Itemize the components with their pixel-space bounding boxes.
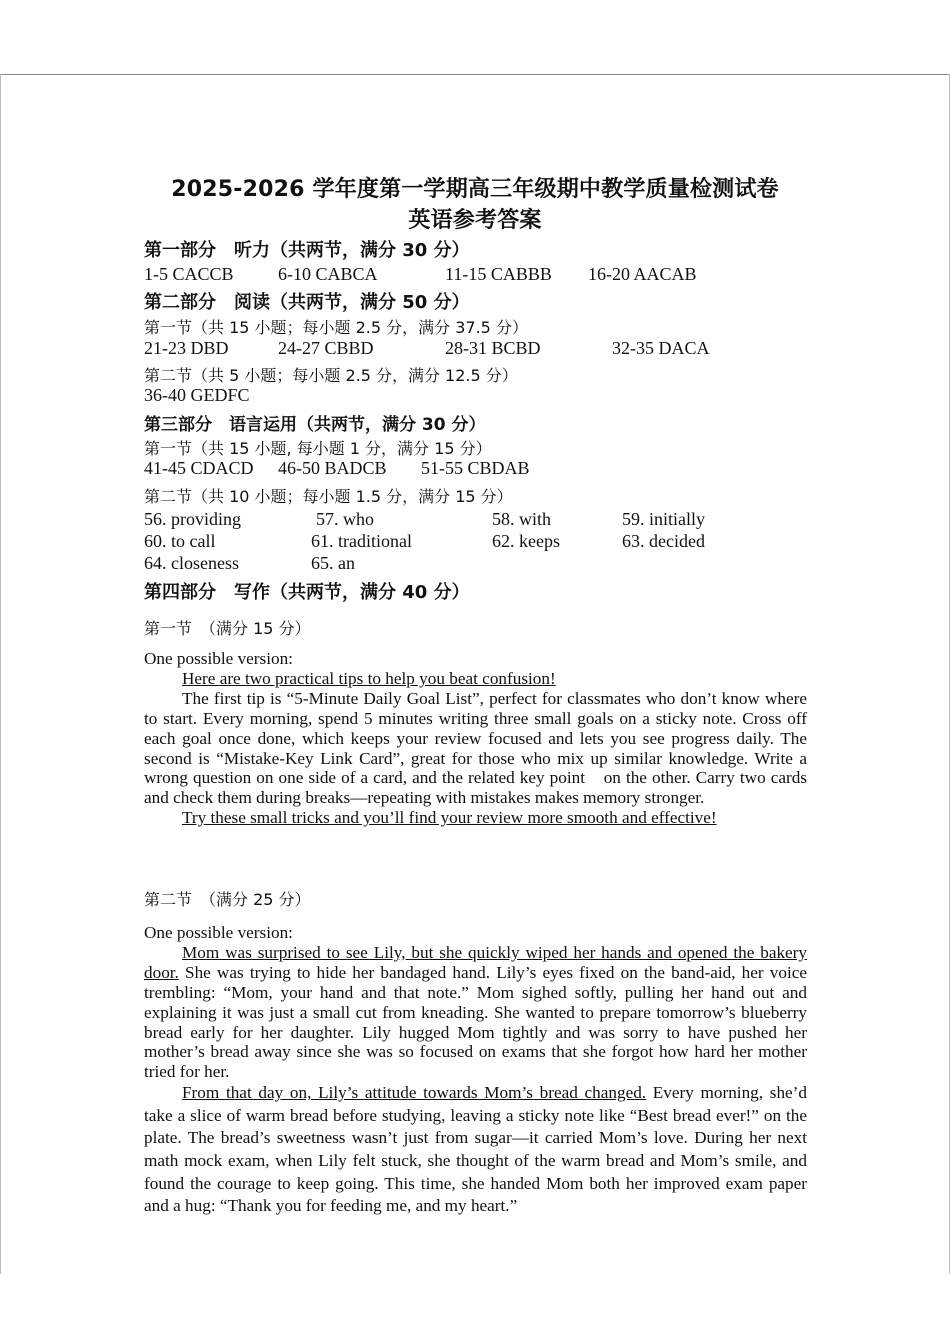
answer-item: 60. to call xyxy=(144,531,216,551)
part2-section2-heading: 第二节（共 5 小题；每小题 2.5 分，满分 12.5 分） xyxy=(144,366,518,385)
answer-item: 64. closeness xyxy=(144,553,239,573)
answer-item: 58. with xyxy=(492,509,552,529)
given-opening-sentence: From that day on, Lily’s attitude towards Mom’s bread changed. xyxy=(182,1083,647,1103)
answer-group: 21-23 DBD xyxy=(144,338,229,358)
essay-intro: One possible version: xyxy=(144,923,293,942)
given-opening-sentence: Mom was surprised to see Lily, but she quickly wiped her hands and opened the bakery door. xyxy=(144,942,807,982)
answer-group: 6-10 CABCA xyxy=(278,264,378,284)
answer-group: 1-5 CACCB xyxy=(144,264,234,284)
page-left-border xyxy=(0,74,1,1274)
answer-group: 11-15 CABBB xyxy=(445,264,552,284)
answer-group: 32-35 DACA xyxy=(612,338,710,358)
part3-section2-heading: 第二节（共 10 小题；每小题 1.5 分，满分 15 分） xyxy=(144,487,513,506)
answer-group: 28-31 BCBD xyxy=(445,338,541,358)
document-subtitle: 英语参考答案 xyxy=(408,208,542,233)
essay-closing: Try these small tricks and you’ll find your review more smooth and effective! xyxy=(182,808,717,828)
answer-item: 61. traditional xyxy=(311,531,412,551)
answer-item: 65. an xyxy=(311,553,355,573)
essay-paragraph-1 xyxy=(144,943,807,1082)
answer-item: 57. who xyxy=(316,509,374,529)
essay-paragraph-2 xyxy=(144,1082,807,1218)
answer-group: 41-45 CDACD xyxy=(144,458,254,478)
answer-item: 59. initially xyxy=(622,509,705,529)
answer-group: 51-55 CBDAB xyxy=(421,458,530,478)
answer-group: 24-27 CBBD xyxy=(278,338,374,358)
page-top-border xyxy=(0,74,950,75)
answer-group: 46-50 BADCB xyxy=(278,458,387,478)
part2-section1-heading: 第一节（共 15 小题；每小题 2.5 分，满分 37.5 分） xyxy=(144,318,528,337)
essay-intro: One possible version: xyxy=(144,649,293,668)
essay-2 xyxy=(144,923,807,1218)
part2-heading: 第二部分 阅读（共两节，满分 50 分） xyxy=(144,292,470,313)
paragraph-text: She was trying to hide her bandaged hand. Lily’s eyes fixed on the band-aid, her voice trembling: “Mom, your hand and that note.” Mom sighed softly, pulling her hand out and explaining it was just a small cut from kneading. She wanted to prepare tomorrow’s blueberry bread early for her daughter. Lily hugged Mom tightly and was sorry to have pushed her mother’s bread away since she was so focused on exams that she forgot how hard her mother tried for her. xyxy=(144,962,807,1082)
answer-item: 62. keeps xyxy=(492,531,560,551)
paragraph-text: Every morning, she’d take a slice of warm bread before studying, leaving a sticky note like “Best bread ever!” on the plate. The bread’s sweetness wasn’t just from sugar—it carried Mom’s love. During her next math mock exam, when Lily felt stuck, she thought of the warm bread and Mom’s smile, and found the courage to keep going. This time, she handed Mom both her improved exam paper and a hug: “Thank you for feeding me, and my heart.” xyxy=(144,1083,807,1216)
part4-section1-heading: 第一节 （满分 15 分） xyxy=(144,619,311,638)
part3-heading: 第三部分 语言运用（共两节，满分 30 分） xyxy=(144,415,486,435)
essay-body: The first tip is “5-Minute Daily Goal List”, perfect for classmates who don’t know where to start. Every morning, spend 5 minutes writing three small goals on a sticky note. Cross off each goal once done, which keeps your review focused and lets you see progress daily. The second is “Mistake-Key Link Card”, great for those who mix up similar knowledge. Write a wrong question on one side of a card, and the related key point on the other. Carry two cards and check them during breaks—repeating with mistakes makes memory stronger. xyxy=(144,688,807,808)
part3-section1-heading: 第一节（共 15 小题, 每小题 1 分，满分 15 分） xyxy=(144,439,492,458)
part4-heading: 第四部分 写作（共两节，满分 40 分） xyxy=(144,582,470,603)
essay-1 xyxy=(144,649,807,828)
answer-item: 63. decided xyxy=(622,531,705,551)
answer-item: 56. providing xyxy=(144,509,241,529)
document-title: 2025-2026 学年度第一学期高三年级期中教学质量检测试卷 xyxy=(171,177,779,202)
answer-group: 36-40 GEDFC xyxy=(144,385,250,405)
part4-section2-heading: 第二节 （满分 25 分） xyxy=(144,890,311,909)
part1-heading: 第一部分 听力（共两节，满分 30 分） xyxy=(144,240,470,261)
essay-opening: Here are two practical tips to help you beat confusion! xyxy=(182,668,556,688)
answer-group: 16-20 AACAB xyxy=(588,264,697,284)
